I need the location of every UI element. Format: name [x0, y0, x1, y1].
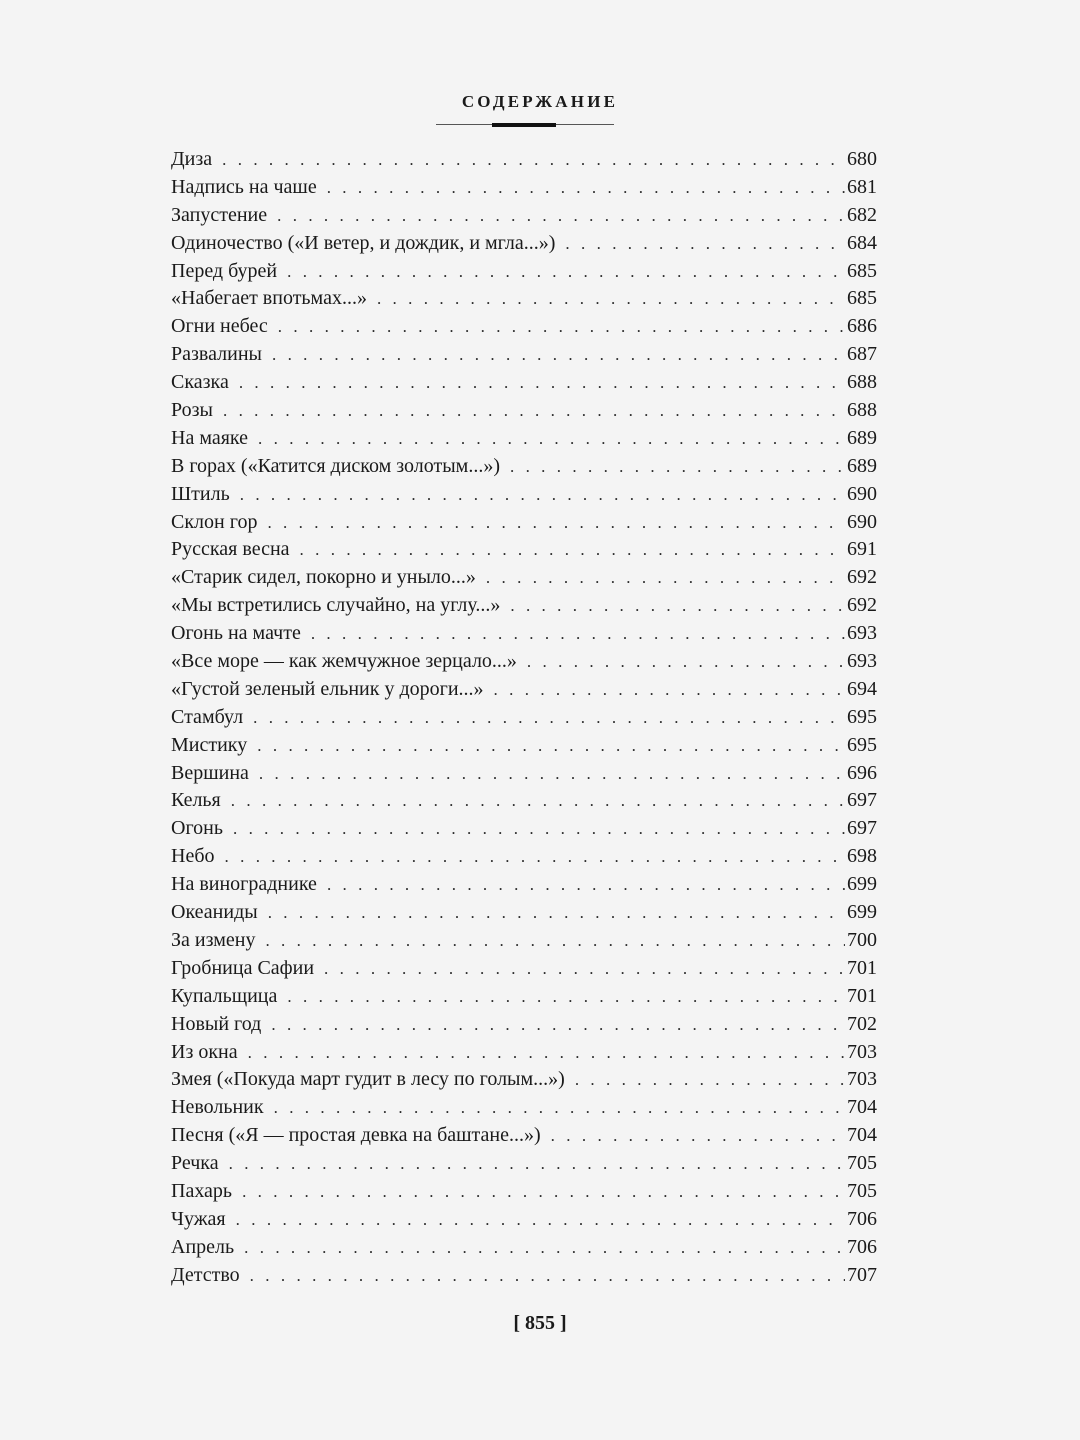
toc-entry: [171, 1178, 877, 1206]
toc-entry-page: 681: [847, 175, 877, 198]
toc-entry: [171, 1150, 877, 1178]
toc-dot-leader: [277, 202, 845, 230]
toc-entry-title: Апрель: [171, 1235, 235, 1258]
toc-entry-title: Русская весна: [171, 538, 290, 561]
toc-dot-leader: [244, 1234, 845, 1262]
toc-entry: [171, 313, 877, 341]
toc-entry-page: 706: [847, 1207, 877, 1230]
toc-entry-page: 693: [847, 622, 877, 645]
toc-entry: [171, 397, 877, 425]
table-of-contents: [171, 146, 877, 1290]
toc-entry: [171, 536, 877, 564]
toc-entry-page: 699: [847, 901, 877, 924]
toc-entry-title: Невольник: [171, 1096, 264, 1119]
toc-dot-leader: [551, 1122, 845, 1150]
toc-dot-leader: [222, 146, 845, 174]
toc-entry: [171, 1262, 877, 1290]
toc-entry: [171, 285, 877, 313]
toc-entry-title: Перед бурей: [171, 259, 278, 282]
toc-dot-leader: [240, 481, 845, 509]
toc-entry: [171, 955, 877, 983]
toc-entry-page: 693: [847, 650, 877, 673]
toc-entry-title: Розы: [171, 399, 213, 422]
toc-entry: [171, 620, 877, 648]
toc-entry: [171, 258, 877, 286]
page-header: [0, 92, 1080, 112]
toc-entry: [171, 927, 877, 955]
toc-entry: [171, 453, 877, 481]
toc-entry-title: В горах («Катится диском золотым...»): [171, 454, 500, 477]
toc-entry: [171, 341, 877, 369]
toc-entry: [171, 1234, 877, 1262]
toc-entry-page: 688: [847, 371, 877, 394]
toc-entry-page: 692: [847, 566, 877, 589]
toc-dot-leader: [274, 1094, 845, 1122]
toc-entry-page: 686: [847, 315, 877, 338]
toc-entry: [171, 1122, 877, 1150]
toc-entry: [171, 704, 877, 732]
toc-dot-leader: [242, 1178, 845, 1206]
toc-entry: [171, 230, 877, 258]
toc-entry-page: 702: [847, 1012, 877, 1035]
toc-dot-leader: [278, 313, 845, 341]
toc-entry: [171, 592, 877, 620]
toc-dot-leader: [236, 1206, 845, 1234]
toc-entry: [171, 481, 877, 509]
toc-entry: [171, 174, 877, 202]
toc-entry-title: Змея («Покуда март гудит в лесу по голым...»): [171, 1068, 565, 1091]
toc-entry-page: 705: [847, 1179, 877, 1202]
toc-entry-page: 696: [847, 761, 877, 784]
toc-dot-leader: [248, 1039, 845, 1067]
toc-entry-title: «Все море — как жемчужное зерцало...»: [171, 650, 517, 673]
toc-entry-page: 685: [847, 287, 877, 310]
toc-dot-leader: [272, 341, 845, 369]
toc-entry-title: «Набегает впотьмах...»: [171, 287, 367, 310]
toc-entry-page: 699: [847, 873, 877, 896]
toc-dot-leader: [565, 230, 845, 258]
toc-entry-page: 697: [847, 817, 877, 840]
toc-dot-leader: [311, 620, 845, 648]
toc-entry: [171, 815, 877, 843]
toc-dot-leader: [231, 787, 845, 815]
toc-entry-title: На маяке: [171, 426, 249, 449]
toc-entry-page: 707: [847, 1263, 877, 1286]
toc-entry-title: Пахарь: [171, 1179, 233, 1202]
toc-entry-title: Склон гор: [171, 510, 258, 533]
toc-entry-page: 701: [847, 984, 877, 1007]
toc-entry: [171, 202, 877, 230]
toc-dot-leader: [287, 258, 845, 286]
toc-dot-leader: [239, 369, 845, 397]
toc-entry: [171, 843, 877, 871]
toc-dot-leader: [287, 983, 845, 1011]
toc-entry-page: 695: [847, 705, 877, 728]
toc-entry: [171, 787, 877, 815]
toc-entry-title: Огонь на мачте: [171, 622, 301, 645]
toc-dot-leader: [575, 1066, 845, 1094]
toc-entry-page: 703: [847, 1040, 877, 1063]
toc-entry: [171, 1094, 877, 1122]
toc-entry-page: 704: [847, 1124, 877, 1147]
toc-entry-title: Купальщица: [171, 984, 278, 1007]
toc-entry-title: Океаниды: [171, 901, 258, 924]
toc-dot-leader: [527, 648, 845, 676]
toc-entry-title: Сказка: [171, 371, 229, 394]
toc-entry-page: 690: [847, 510, 877, 533]
toc-entry-page: 697: [847, 789, 877, 812]
toc-entry-title: Штиль: [171, 482, 230, 505]
toc-entry-title: Надпись на чаше: [171, 175, 317, 198]
toc-dot-leader: [250, 1262, 845, 1290]
toc-entry-page: 689: [847, 454, 877, 477]
toc-dot-leader: [324, 955, 845, 983]
toc-entry: [171, 676, 877, 704]
toc-entry-page: 703: [847, 1068, 877, 1091]
toc-entry-title: Гробница Сафии: [171, 956, 315, 979]
toc-entry-page: 682: [847, 203, 877, 226]
toc-entry-title: Огни небес: [171, 315, 268, 338]
toc-entry-page: 706: [847, 1235, 877, 1258]
toc-dot-leader: [486, 564, 845, 592]
toc-dot-leader: [259, 760, 845, 788]
toc-dot-leader: [233, 815, 845, 843]
toc-entry-page: 700: [847, 928, 877, 951]
toc-entry: [171, 1066, 877, 1094]
toc-entry: [171, 1011, 877, 1039]
page-number: [ 855 ]: [513, 1312, 567, 1334]
toc-dot-leader: [268, 899, 845, 927]
toc-entry: [171, 509, 877, 537]
toc-dot-leader: [225, 843, 846, 871]
toc-dot-leader: [229, 1150, 845, 1178]
toc-entry-page: 680: [847, 148, 877, 170]
toc-entry-page: 701: [847, 956, 877, 979]
section-title: СОДЕРЖАНИЕ: [461, 92, 619, 111]
toc-entry: [171, 146, 877, 174]
toc-entry-title: Одиночество («И ветер, и дождик, и мгла...»): [171, 231, 556, 254]
toc-dot-leader: [377, 285, 845, 313]
toc-entry: [171, 732, 877, 760]
toc-entry-title: Огонь: [171, 817, 223, 840]
toc-entry-title: Вершина: [171, 761, 249, 784]
toc-entry-title: Детство: [171, 1263, 240, 1286]
toc-entry-title: Речка: [171, 1152, 219, 1175]
toc-entry-title: Развалины: [171, 343, 262, 366]
toc-entry-page: 692: [847, 594, 877, 617]
toc-entry-title: Песня («Я — простая девка на баштане...»): [171, 1124, 541, 1147]
toc-dot-leader: [265, 927, 845, 955]
toc-entry-page: 691: [847, 538, 877, 561]
toc-entry-page: 694: [847, 677, 877, 700]
toc-entry-title: За измену: [171, 928, 256, 951]
toc-dot-leader: [494, 676, 845, 704]
toc-entry-title: Келья: [171, 789, 221, 812]
toc-entry-page: 687: [847, 343, 877, 366]
toc-dot-leader: [253, 704, 845, 732]
toc-entry-title: Стамбул: [171, 705, 244, 728]
toc-dot-leader: [510, 592, 845, 620]
toc-entry-title: «Мы встретились случайно, на углу...»: [171, 594, 501, 617]
toc-entry-title: Новый год: [171, 1012, 262, 1035]
toc-entry-title: На винограднике: [171, 873, 317, 896]
toc-entry: [171, 1206, 877, 1234]
header-rule-accent: [492, 123, 556, 127]
toc-entry: [171, 648, 877, 676]
toc-entry: [171, 564, 877, 592]
toc-dot-leader: [271, 1011, 845, 1039]
toc-entry-page: 704: [847, 1096, 877, 1119]
toc-dot-leader: [257, 732, 845, 760]
toc-entry-title: Запустение: [171, 203, 268, 226]
toc-entry-page: 698: [847, 845, 877, 868]
toc-entry: [171, 425, 877, 453]
toc-dot-leader: [510, 453, 845, 481]
toc-entry-page: 689: [847, 426, 877, 449]
toc-dot-leader: [267, 509, 845, 537]
toc-entry-title: Небо: [171, 845, 215, 868]
toc-entry: [171, 899, 877, 927]
toc-entry: [171, 871, 877, 899]
toc-entry: [171, 369, 877, 397]
toc-entry: [171, 1039, 877, 1067]
toc-entry-title: Диза: [171, 148, 213, 170]
toc-dot-leader: [327, 871, 845, 899]
toc-entry-page: 684: [847, 231, 877, 254]
toc-entry-page: 688: [847, 399, 877, 422]
toc-entry: [171, 983, 877, 1011]
toc-entry-title: Из окна: [171, 1040, 238, 1063]
toc-entry-title: «Густой зеленый ельник у дороги...»: [171, 677, 484, 700]
toc-dot-leader: [327, 174, 845, 202]
toc-entry-page: 685: [847, 259, 877, 282]
toc-entry-title: Мистику: [171, 733, 248, 756]
toc-entry-title: Чужая: [171, 1207, 226, 1230]
toc-entry-page: 690: [847, 482, 877, 505]
toc-dot-leader: [258, 425, 845, 453]
toc-entry-page: 695: [847, 733, 877, 756]
toc-entry-page: 705: [847, 1152, 877, 1175]
toc-dot-leader: [223, 397, 845, 425]
toc-dot-leader: [300, 536, 845, 564]
toc-entry: [171, 760, 877, 788]
toc-entry-title: «Старик сидел, покорно и уныло...»: [171, 566, 476, 589]
